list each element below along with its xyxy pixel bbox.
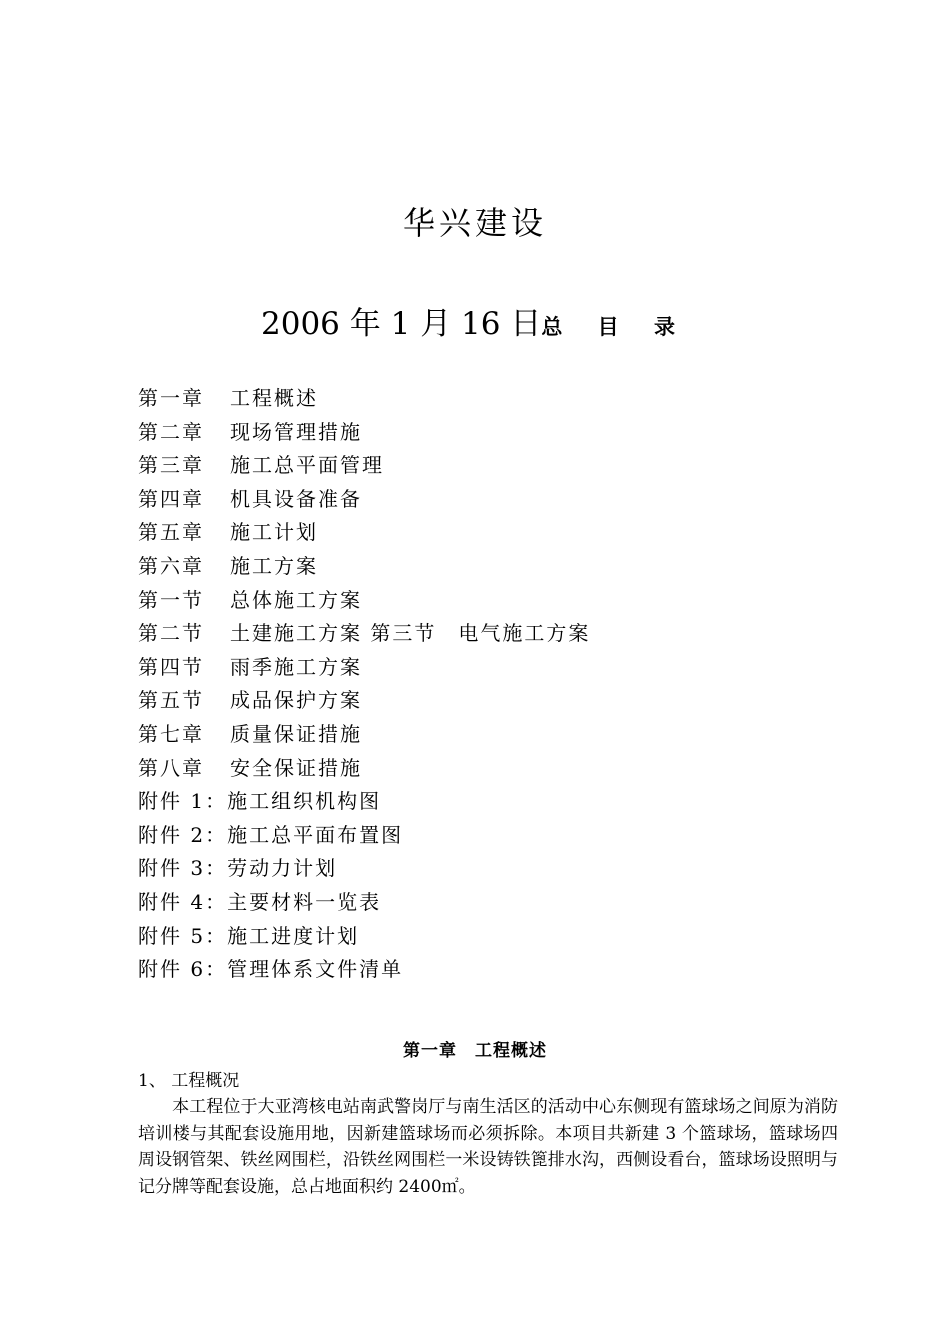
toc-item-number: 第八章 — [138, 755, 204, 780]
toc-item-title: 管理体系文件清单 — [227, 957, 404, 982]
toc-item-number: 附件 2： — [138, 822, 228, 847]
toc-item[interactable] — [138, 584, 838, 618]
toc-item-title: 主要材料一览表 — [227, 889, 382, 914]
toc-item[interactable] — [138, 449, 838, 483]
toc-item-number: 附件 3： — [138, 856, 228, 881]
document-date: 2006 年 1 月 16 日 — [261, 306, 542, 342]
toc-item-number: 第一章 — [138, 386, 204, 410]
toc-item[interactable] — [138, 651, 838, 685]
toc-item[interactable] — [138, 920, 838, 954]
toc-item[interactable] — [138, 382, 838, 416]
toc-item-title: 雨季施工方案 — [230, 654, 362, 679]
toc-item-number: 附件 5： — [138, 923, 228, 948]
toc-item[interactable] — [138, 852, 838, 886]
toc-item-title: 安全保证措施 — [230, 755, 362, 780]
toc-item[interactable] — [138, 516, 838, 550]
toc-item[interactable] — [138, 953, 838, 987]
toc-item-title: 施工计划 — [230, 520, 318, 545]
body-paragraph — [138, 1094, 838, 1200]
toc-item-title: 成品保护方案 — [230, 688, 362, 713]
toc-item-number: 第七章 — [138, 721, 204, 746]
company-name: 华兴建设 — [402, 204, 547, 242]
toc-item-title: 施工总平面管理 — [230, 453, 384, 478]
toc-item-title: 劳动力计划 — [227, 856, 338, 881]
toc-item-number: 第二节 — [138, 621, 204, 646]
toc-item-number: 附件 1： — [138, 789, 228, 814]
toc-item[interactable] — [138, 886, 838, 920]
toc-item[interactable] — [138, 416, 838, 450]
toc-item[interactable] — [138, 550, 838, 584]
toc-title: 总 目 录 — [541, 315, 689, 339]
toc-item-number: 第三章 — [138, 453, 204, 478]
toc-item-title: 工程概述 — [230, 386, 318, 410]
table-of-contents — [138, 382, 838, 987]
toc-item-number: 第六章 — [138, 553, 204, 578]
toc-item-number: 附件 4： — [138, 889, 228, 914]
toc-item-number: 第四章 — [138, 486, 204, 511]
section-heading: 1、 工程概况 — [138, 1071, 240, 1091]
toc-item-number: 第五节 — [138, 688, 204, 713]
date-line — [0, 298, 950, 343]
toc-item-title: 施工进度计划 — [227, 923, 360, 948]
paragraph-text: 本工程位于大亚湾核电站南武警岗厅与南生活区的活动中心东侧现有篮球场之间原为消防培训楼与其配套设施用地，因新建篮球场而必须拆除。本项目共新建 3 个篮球场，篮球场四周设钢管架、铁丝网围栏，沿铁丝网围栏一米设铸铁篦排水沟，西侧设看台，篮球场设照明与记分牌等配套设施，总占地面积约 2400㎡。 — [138, 1097, 838, 1197]
toc-item[interactable] — [138, 785, 838, 819]
toc-item[interactable] — [138, 617, 838, 651]
toc-item-title: 施工方案 — [230, 553, 318, 578]
toc-item-title: 总体施工方案 — [230, 587, 362, 612]
toc-item-number: 第五章 — [138, 520, 204, 545]
toc-item-number: 第一节 — [138, 587, 204, 612]
toc-item-title: 现场管理措施 — [230, 419, 362, 444]
toc-item-title: 施工总平面布置图 — [227, 822, 404, 847]
toc-item-number: 第二章 — [138, 419, 204, 444]
toc-item[interactable] — [138, 718, 838, 752]
toc-item[interactable] — [138, 819, 838, 853]
toc-item-number: 附件 6： — [138, 957, 228, 982]
toc-item-title: 质量保证措施 — [230, 721, 362, 746]
toc-item[interactable] — [138, 752, 838, 786]
chapter-heading: 第一章 工程概述 — [403, 1041, 547, 1061]
toc-item-number: 第四节 — [138, 654, 204, 679]
toc-item-title: 施工组织机构图 — [227, 789, 382, 814]
toc-item[interactable] — [138, 684, 838, 718]
toc-item-title: 机具设备准备 — [230, 486, 362, 511]
toc-item[interactable] — [138, 483, 838, 517]
toc-item-title: 土建施工方案 第三节 电气施工方案 — [230, 621, 591, 646]
